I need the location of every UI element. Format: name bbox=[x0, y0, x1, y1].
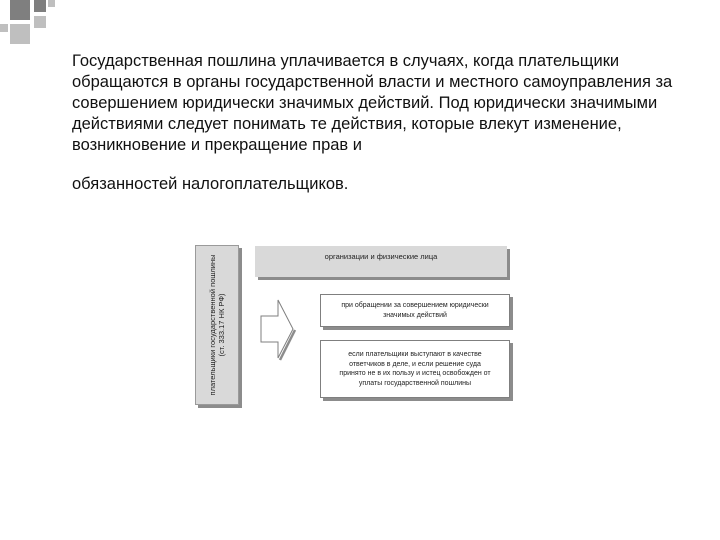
organizations-box bbox=[255, 246, 507, 277]
condition-box-2 bbox=[320, 340, 510, 398]
condition-text-2: если плательщики выступают в качестве ответчиков в деле, и если решение суда принято не в их пользу и истец освобожден от уплаты государственной пошлины bbox=[339, 351, 491, 387]
paragraph-continuation: обязанностей налогоплательщиков. bbox=[72, 175, 349, 193]
organizations-label: организации и физические лица bbox=[324, 252, 438, 261]
right-arrow-icon bbox=[257, 296, 297, 362]
payers-label: плательщики государственной пошлины (ст. 333.17 НК РФ) bbox=[208, 254, 226, 396]
main-text bbox=[72, 51, 702, 195]
payers-label-box bbox=[195, 245, 239, 405]
condition-text-1: при обращении за совершением юридически значимых действий bbox=[341, 302, 489, 319]
paragraph-main: Государственная пошлина уплачивается в случаях, когда плательщики обращаются в органы государственной власти и местного самоуправления за совершением юридически значимых действий. Под юридически значимыми действиями следует понимать те действия, которые влекут изменение, возникновение и прекращение прав и bbox=[72, 52, 673, 154]
condition-box-1 bbox=[320, 294, 510, 327]
corner-decoration bbox=[0, 0, 60, 45]
